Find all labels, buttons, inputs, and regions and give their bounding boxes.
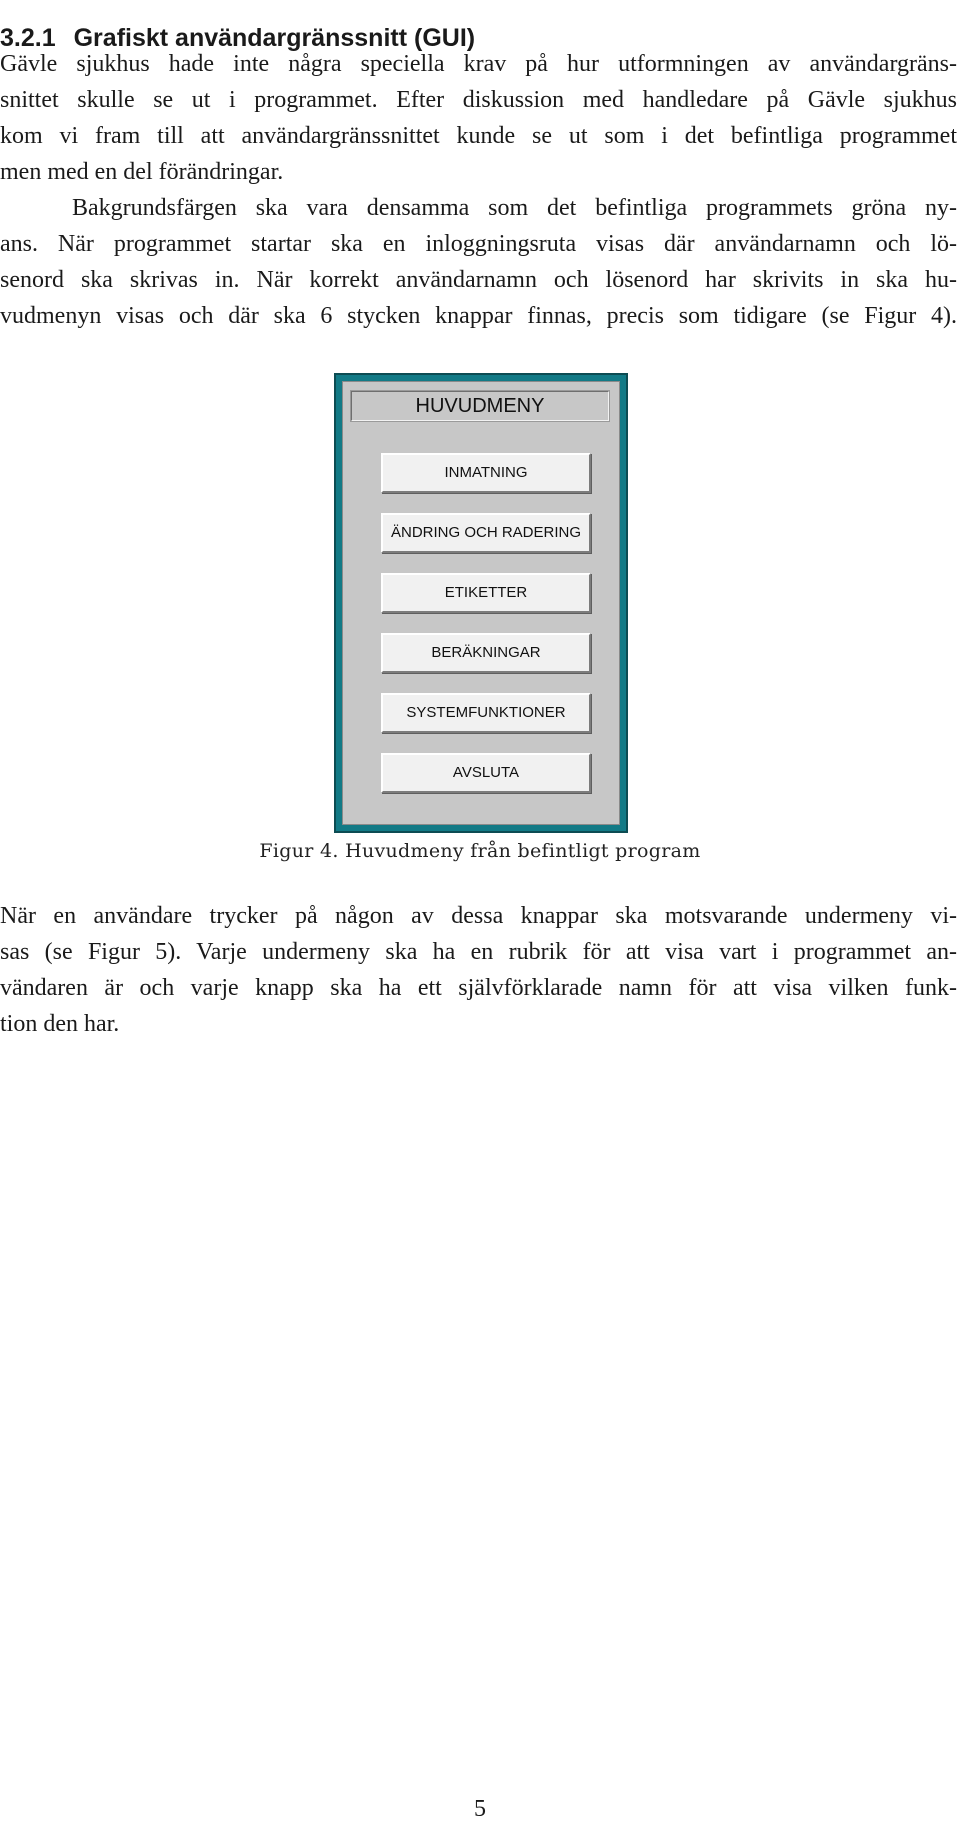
text-line: snittet skulle se ut i programmet. Efter diskussion med handledare på Gävle sjukhus [0, 87, 957, 113]
text-line: ans. När programmet startar ska en inloggningsruta visas där användarnamn och lö- [0, 231, 957, 257]
text-line: vändaren är och varje knapp ska ha ett självförklarade namn för att visa vilken funk- [0, 975, 957, 1001]
figure-caption: Figur 4. Huvudmeny från befintligt program [259, 840, 701, 862]
main-menu-title: HUVUDMENY [351, 391, 609, 421]
text-line: sas (se Figur 5). Varje undermeny ska ha en rubrik för att visa vart i programmet an- [0, 939, 957, 965]
text-line: Bakgrundsfärgen ska vara densamma som det befintliga programmets gröna ny- [72, 195, 957, 221]
inmatning-button[interactable]: INMATNING [381, 453, 591, 493]
etiketter-button[interactable]: ETIKETTER [381, 573, 591, 613]
avsluta-button[interactable]: AVSLUTA [381, 753, 591, 793]
page-number: 5 [474, 1796, 486, 1822]
text-line: senord ska skrivas in. När korrekt användarnamn och lösenord har skrivits in ska hu- [0, 267, 957, 293]
paragraph-submenus [0, 898, 957, 1042]
text-line: kom vi fram till att användargränssnittet kunde se ut som i det befintliga programmet [0, 123, 957, 149]
text-line: vudmenyn visas och där ska 6 stycken knappar finnas, precis som tidigare (se Figur 4). [0, 303, 957, 329]
paragraph-background-color [0, 190, 957, 334]
text-line: När en användare trycker på någon av dessa knappar ska motsvarande undermeny vi- [0, 903, 957, 929]
section-number: 3.2.1 [0, 23, 56, 52]
andring-och-radering-button[interactable]: ÄNDRING OCH RADERING [381, 513, 591, 553]
main-menu-screenshot [334, 373, 628, 833]
section-title: Grafiskt användargränssnitt (GUI) [73, 23, 476, 52]
text-line: men med en del förändringar. [0, 159, 284, 185]
main-menu-panel [342, 381, 620, 825]
paragraph-requirements [0, 46, 957, 190]
berakningar-button[interactable]: BERÄKNINGAR [381, 633, 591, 673]
text-line: tion den har. [0, 1011, 120, 1037]
text-line: Gävle sjukhus hade inte några speciella krav på hur utformningen av användargräns- [0, 51, 957, 77]
systemfunktioner-button[interactable]: SYSTEMFUNKTIONER [381, 693, 591, 733]
